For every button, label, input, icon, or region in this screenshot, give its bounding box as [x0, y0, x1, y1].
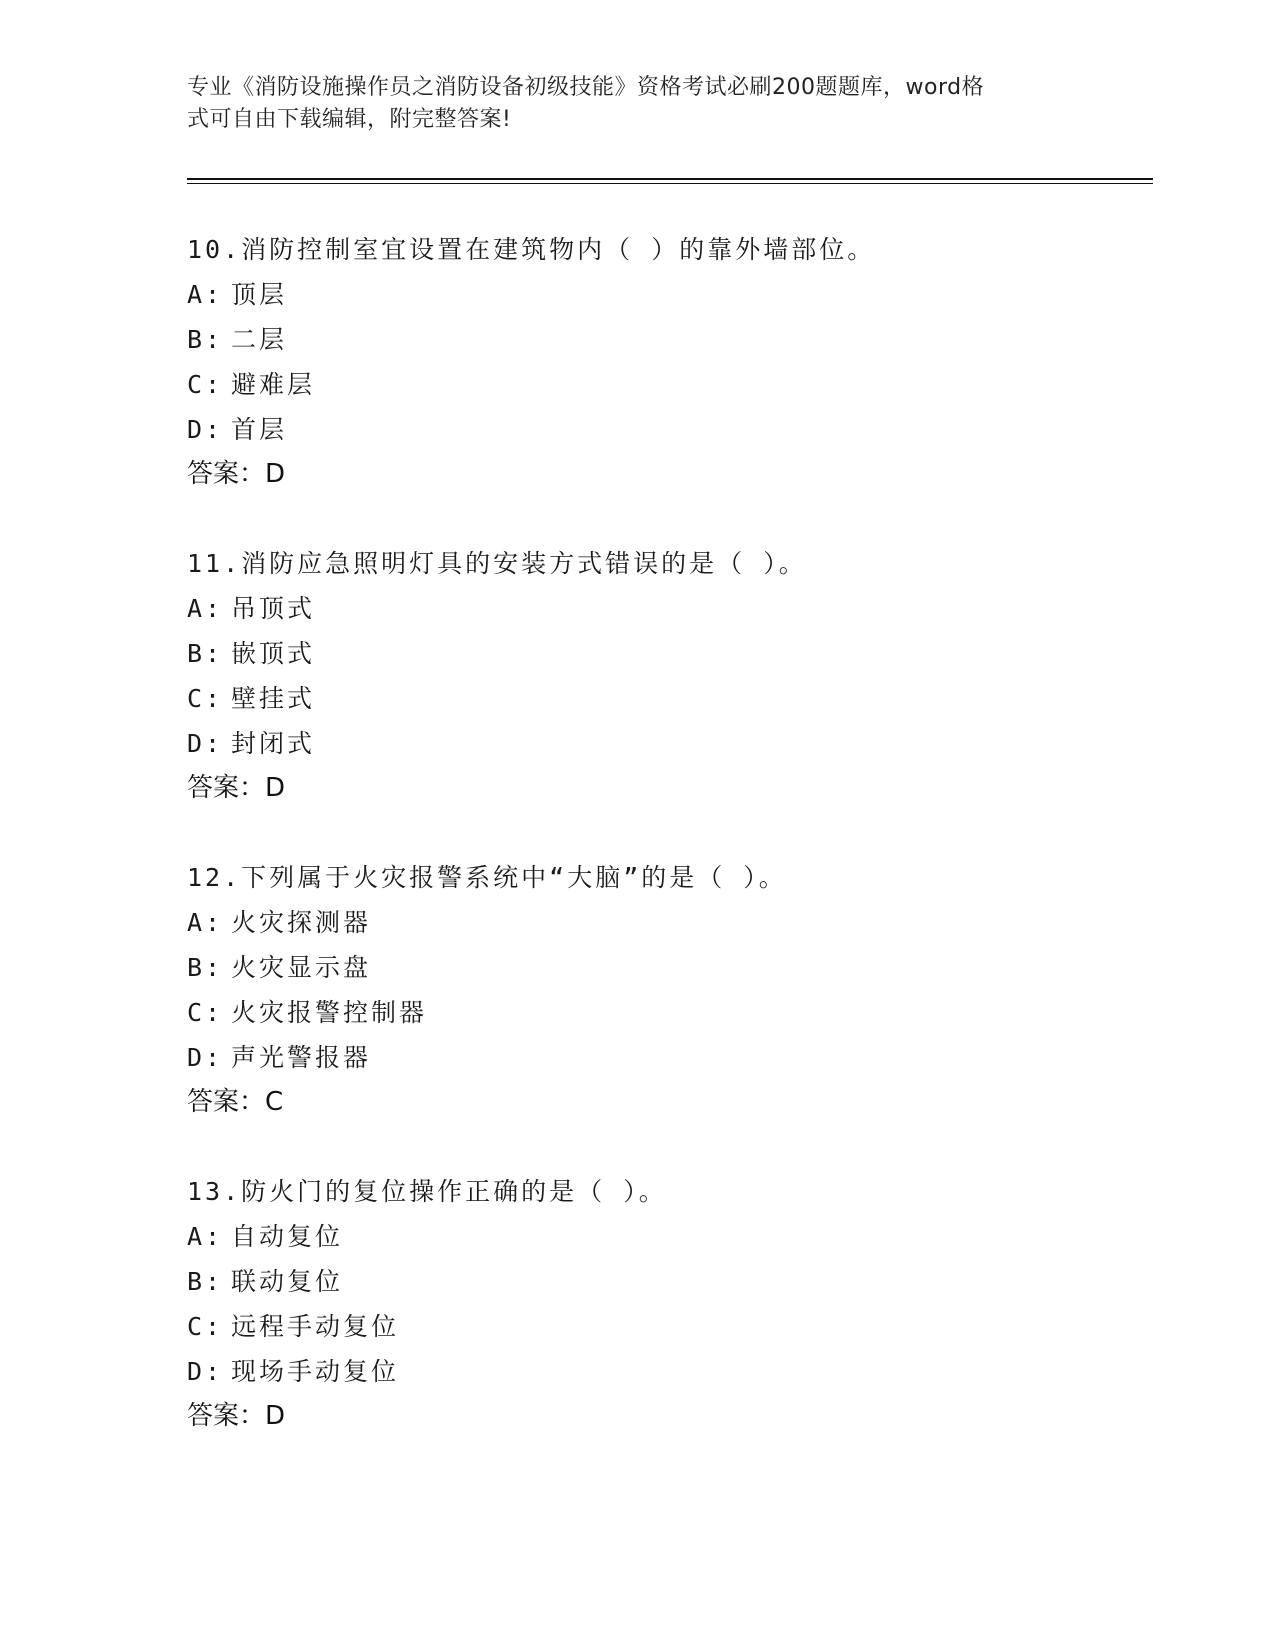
- answer-line: 答案：C: [187, 1087, 284, 1117]
- option-b: [187, 325, 1147, 355]
- question-block: [187, 1177, 1147, 1431]
- option-letter: D:: [187, 729, 224, 758]
- header-divider-thin: [187, 183, 1153, 184]
- question-stem: 10.消防控制室宜设置在建筑物内（ ）的靠外墙部位。: [187, 235, 876, 264]
- option-text: 远程手动复位: [231, 1312, 400, 1341]
- option-letter: A:: [187, 1222, 224, 1251]
- option-a: [187, 1222, 1147, 1252]
- option-letter: A:: [187, 280, 224, 309]
- option-text: 联动复位: [231, 1267, 344, 1296]
- option-letter: A:: [187, 908, 224, 937]
- question-block: [187, 549, 1147, 803]
- question-stem: 11.消防应急照明灯具的安装方式错误的是（ ）。: [187, 549, 807, 578]
- option-a: [187, 280, 1147, 310]
- option-b: [187, 953, 1147, 983]
- option-letter: B:: [187, 639, 224, 668]
- question-stem: 13.防火门的复位操作正确的是（ ）。: [187, 1177, 667, 1206]
- question-block: [187, 235, 1147, 489]
- option-a: [187, 908, 1147, 938]
- option-letter: D:: [187, 415, 224, 444]
- option-c: [187, 370, 1147, 400]
- option-letter: C:: [187, 1312, 224, 1341]
- option-letter: C:: [187, 998, 224, 1027]
- option-c: [187, 1312, 1147, 1342]
- option-c: [187, 998, 1147, 1028]
- option-b: [187, 639, 1147, 669]
- answer-line: 答案：D: [187, 773, 286, 803]
- question-stem: 12.下列属于火灾报警系统中“大脑”的是（ ）。: [187, 863, 787, 892]
- option-b: [187, 1267, 1147, 1297]
- option-letter: B:: [187, 1267, 224, 1296]
- option-text: 二层: [231, 325, 288, 354]
- header-line-1: 专业《消防设施操作员之消防设备初级技能》资格考试必刷200题题库，word格: [187, 75, 985, 100]
- option-d: [187, 729, 1147, 759]
- option-d: [187, 415, 1147, 445]
- option-text: 火灾报警控制器: [231, 998, 428, 1027]
- option-a: [187, 594, 1147, 624]
- document-header: [187, 72, 1067, 136]
- header-divider-thick: [187, 178, 1153, 180]
- option-text: 嵌顶式: [231, 639, 316, 668]
- option-text: 封闭式: [231, 729, 316, 758]
- answer-line: 答案：D: [187, 1401, 286, 1431]
- option-letter: A:: [187, 594, 224, 623]
- option-letter: C:: [187, 684, 224, 713]
- answer-line: 答案：D: [187, 459, 286, 489]
- option-letter: B:: [187, 325, 224, 354]
- option-text: 避难层: [231, 370, 316, 399]
- option-text: 吊顶式: [231, 594, 316, 623]
- option-text: 现场手动复位: [231, 1357, 400, 1386]
- option-letter: C:: [187, 370, 224, 399]
- option-letter: B:: [187, 953, 224, 982]
- option-letter: D:: [187, 1043, 224, 1072]
- option-d: [187, 1357, 1147, 1387]
- option-text: 火灾探测器: [231, 908, 372, 937]
- option-text: 声光警报器: [231, 1043, 372, 1072]
- option-text: 首层: [231, 415, 288, 444]
- option-d: [187, 1043, 1147, 1073]
- option-letter: D:: [187, 1357, 224, 1386]
- option-text: 壁挂式: [231, 684, 316, 713]
- option-text: 火灾显示盘: [231, 953, 372, 982]
- header-line-2: 式可自由下载编辑，附完整答案!: [187, 107, 512, 132]
- option-c: [187, 684, 1147, 714]
- option-text: 顶层: [231, 280, 288, 309]
- option-text: 自动复位: [231, 1222, 344, 1251]
- question-block: [187, 863, 1147, 1117]
